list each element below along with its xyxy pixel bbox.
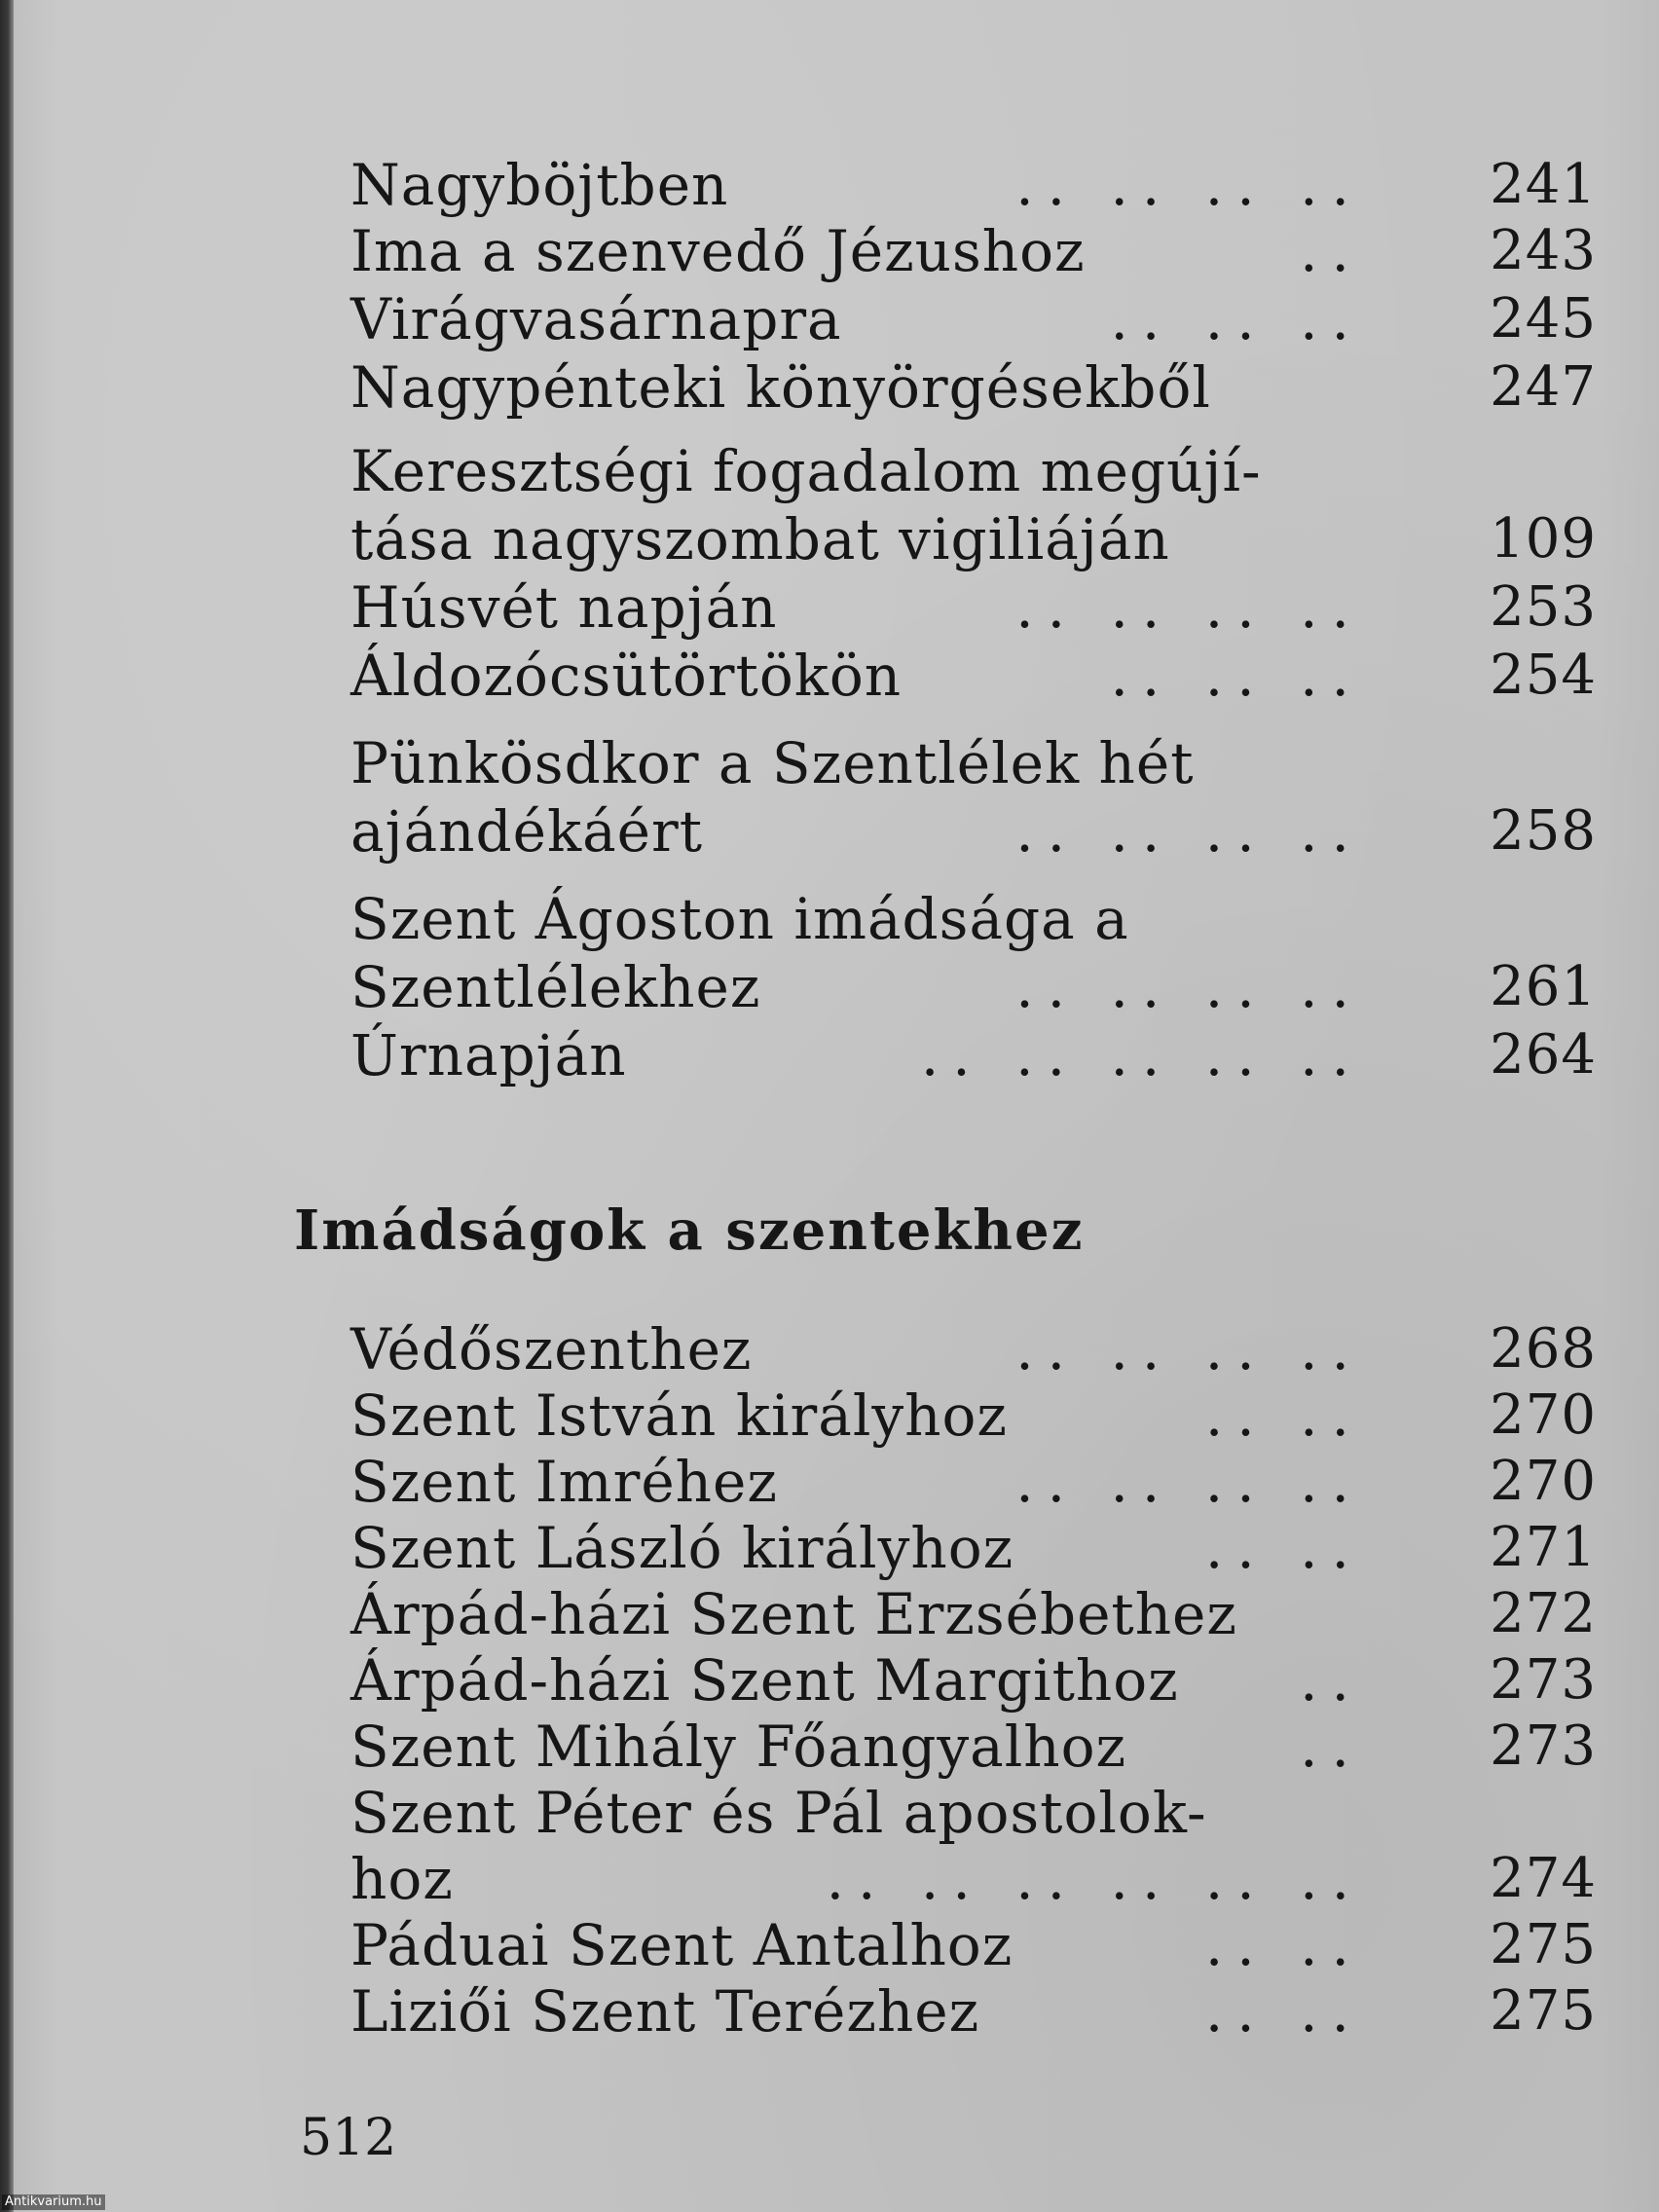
toc-entry-title: Szent Imréhez — [350, 1449, 778, 1515]
toc-entry-title: tása nagyszombat vigiliáján — [350, 506, 1170, 572]
toc-entry-title: Húsvét napján — [350, 574, 778, 641]
toc-entry-page: 275 — [1490, 1979, 1597, 2043]
toc-entry-page: 268 — [1490, 1317, 1597, 1381]
toc-entry-title: Ima a szenvedő Jézushoz — [350, 218, 1086, 284]
toc-entry — [350, 956, 1363, 1018]
toc-entry — [350, 1517, 1363, 1579]
toc-entry-page: 270 — [1490, 1383, 1597, 1447]
toc-entry-title: Szent Mihály Főangyalhoz — [350, 1714, 1127, 1780]
toc-entry-title: Szentlélekhez — [350, 954, 761, 1020]
toc-entry — [350, 1384, 1363, 1447]
toc-entry-page: 109 — [1490, 507, 1597, 571]
toc-entry-title: Áldozócsütörtökön — [350, 643, 903, 709]
toc-entry-title: Nagypénteki könyörgésekből — [350, 354, 1211, 421]
toc-entry-title: Árpád-házi Szent Margithoz — [350, 1647, 1179, 1714]
toc-entry — [350, 888, 1363, 950]
toc-entry-leader: .. .. — [1204, 1980, 1363, 2043]
toc-entry-title: Árpád-házi Szent Erzsébethez — [350, 1581, 1237, 1647]
toc-entry — [350, 440, 1363, 502]
toc-entry-leader: .. .. .. .. — [1015, 956, 1363, 1018]
toc-entry-leader: .. — [1300, 1649, 1363, 1712]
toc-entry — [350, 576, 1363, 639]
toc-entry — [350, 288, 1363, 350]
toc-entry-page: 273 — [1490, 1714, 1597, 1778]
toc-entry-title: Keresztségi fogadalom megújí- — [350, 438, 1262, 504]
toc-entry — [350, 220, 1363, 282]
toc-entry-page: 261 — [1490, 955, 1597, 1018]
toc-entry-page: 253 — [1490, 575, 1597, 639]
toc-entry-title: Szent Ágoston imádsága a — [350, 886, 1129, 952]
toc-entry — [350, 1782, 1363, 1844]
toc-entry — [350, 1649, 1363, 1712]
toc-entry-title: Úrnapján — [350, 1022, 627, 1088]
toc-entry — [350, 1914, 1363, 1976]
toc-entry — [350, 732, 1363, 794]
toc-entry-page: 273 — [1490, 1648, 1597, 1712]
toc-entry-page: 275 — [1490, 1913, 1597, 1976]
watermark-logo: Antikvarium.hu — [2, 2194, 105, 2210]
toc-entry-page: 247 — [1490, 355, 1597, 419]
toc-entry-leader: .. .. — [1204, 1914, 1363, 1976]
toc-entry-title: Szent Péter és Pál apostolok- — [350, 1780, 1207, 1846]
toc-entry-page: 258 — [1490, 799, 1597, 863]
toc-entry — [350, 1715, 1363, 1778]
toc-entry-title: Védőszenthez — [350, 1316, 753, 1382]
toc-entry-title: Szent László királyhoz — [350, 1515, 1014, 1581]
toc-entry — [350, 508, 1363, 571]
toc-entry — [350, 800, 1363, 863]
toc-entry-leader: .. .. .. .. — [1015, 1318, 1363, 1381]
toc-entry-leader: .. .. .. .. — [1015, 800, 1363, 863]
toc-entry-title: Virágvasárnapra — [350, 286, 842, 352]
toc-entry — [350, 1583, 1363, 1645]
toc-entry-page: 241 — [1490, 153, 1597, 216]
toc-entry-leader: .. .. .. .. — [1015, 576, 1363, 639]
toc-entry — [350, 356, 1363, 419]
toc-entry-page: 264 — [1490, 1023, 1597, 1087]
toc-entry-page: 245 — [1490, 287, 1597, 350]
toc-entry-leader: .. .. .. .. .. .. — [826, 1848, 1363, 1910]
toc-entry — [350, 645, 1363, 707]
toc-entry-leader: .. .. .. .. — [1015, 154, 1363, 216]
section-heading: Imádságok a szentekhez — [294, 1198, 1085, 1263]
toc-entry-leader: .. — [1300, 1715, 1363, 1778]
toc-entry-title: Pünkösdkor a Szentlélek hét — [350, 730, 1195, 796]
toc-entry-title: Liziői Szent Terézhez — [350, 1978, 980, 2045]
toc-entry-title: Páduai Szent Antalhoz — [350, 1912, 1014, 1978]
toc-entry-page: 271 — [1490, 1516, 1597, 1579]
toc-entry-leader: .. .. — [1204, 1517, 1363, 1579]
toc-entry — [350, 1318, 1363, 1381]
toc-entry-leader: .. .. .. .. .. — [920, 1024, 1363, 1087]
toc-entry-leader: .. .. .. .. — [1015, 1451, 1363, 1513]
toc-entry-title: ajándékáért — [350, 798, 704, 865]
toc-entry-page: 270 — [1490, 1450, 1597, 1513]
toc-entry — [350, 1848, 1363, 1910]
toc-entry-page: 274 — [1490, 1847, 1597, 1910]
toc-entry — [350, 154, 1363, 216]
toc-entry — [350, 1980, 1363, 2043]
page-number: 512 — [300, 2109, 397, 2167]
toc-entry-leader: .. — [1300, 220, 1363, 282]
toc-entry-page: 272 — [1490, 1582, 1597, 1645]
toc-entry-title: Nagyböjtben — [350, 152, 729, 218]
page-edge-shadow — [0, 0, 14, 2212]
toc-entry — [350, 1451, 1363, 1513]
toc-entry-title: hoz — [350, 1846, 454, 1912]
toc-entry-page: 254 — [1490, 644, 1597, 707]
toc-entry-title: Szent István királyhoz — [350, 1382, 1008, 1449]
toc-entry-leader: .. .. .. — [1110, 645, 1363, 707]
toc-entry-page: 243 — [1490, 219, 1597, 282]
toc-entry-leader: .. .. .. — [1110, 288, 1363, 350]
toc-entry — [350, 1024, 1363, 1087]
toc-entry-leader: .. .. — [1204, 1384, 1363, 1447]
